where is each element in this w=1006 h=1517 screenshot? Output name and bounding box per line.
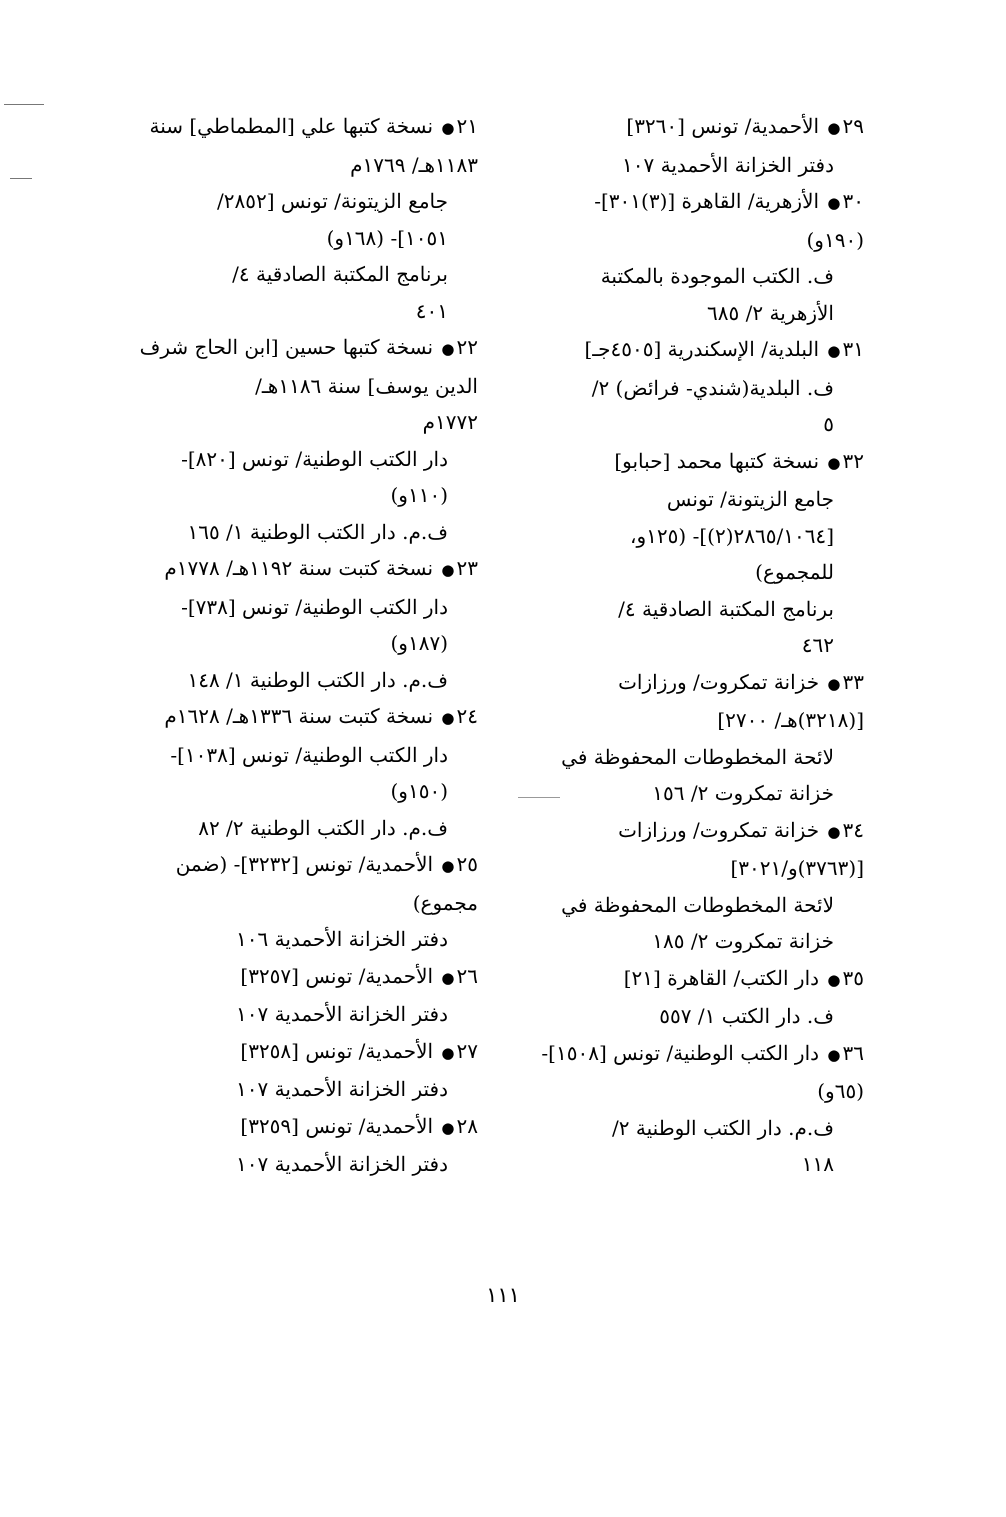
entry-reference: دفتر الخزانة الأحمدية ١٠٧: [236, 1002, 448, 1026]
entry-text: الأحمدية/ تونس [٣٢٥٩]: [240, 1113, 434, 1138]
entry-reference: دفتر الخزانة الأحمدية ١٠٦: [236, 927, 448, 951]
entry-reference: ٥: [823, 412, 834, 436]
entry-text: (١٩٠و): [806, 227, 864, 252]
entry-number: ٣١: [842, 337, 864, 361]
entry-reference: (١٨٧و): [390, 631, 448, 655]
manuscript-entry: [133, 329, 478, 550]
entry-text: دار الكتب الوطنية/ تونس [١٥٠٨]-: [541, 1040, 820, 1065]
entry-number: ٢٧: [456, 1038, 478, 1063]
entry-heading: [133, 329, 478, 368]
entry-text: نسخة كتبت سنة ١١٩٢هـ/ ١٧٧٨م: [164, 556, 434, 580]
entry-text: نسخة كتبها محمد [حبابو]: [614, 448, 820, 473]
entry-reference: ف. الكتب الموجودة بالمكتبة: [600, 264, 834, 288]
bullet-icon: ●: [441, 1118, 455, 1137]
entry-heading-continuation: [524, 850, 864, 887]
entry-text: خزانة تمكروت/ ورزازات: [618, 669, 820, 694]
entry-reference: (١١٠و): [390, 483, 448, 507]
entry-text: الأحمدية/ تونس [٣٢٥٧]: [240, 963, 434, 988]
bullet-icon: ●: [441, 340, 455, 358]
entry-text: الدين يوسف] سنة ١١٨٦هـ/: [255, 373, 478, 398]
entry-text: نسخة كتبها حسين [ابن الحاج شرف: [139, 335, 434, 359]
manuscript-entry: [524, 108, 864, 183]
entry-text: نسخة كتبها علي [المطماطي] سنة: [149, 114, 434, 138]
entry-reference: للمجموع): [755, 560, 834, 584]
entry-text: [(٣٧٦٣)و/٣٠٢١]: [730, 856, 864, 880]
manuscript-entry: [524, 1035, 864, 1183]
entry-heading: [524, 812, 864, 851]
manuscript-entry: [133, 1033, 478, 1108]
entry-heading: [133, 550, 478, 589]
entry-reference: خزانة تمكروت ٢/ ١٨٥: [652, 929, 834, 953]
entry-reference: دفتر الخزانة الأحمدية ١٠٧: [622, 152, 834, 177]
manuscript-entry: [524, 443, 864, 664]
entry-number: ٢٢: [456, 335, 478, 359]
bullet-icon: ●: [441, 968, 455, 987]
entry-text: الأحمدية/ تونس [٣٢٣٢]- (ضمن: [175, 852, 434, 876]
bullet-icon: ●: [827, 119, 841, 137]
entry-text: [(٣٢١٨)هـ/ ٢٧٠٠]: [717, 708, 864, 732]
entry-text: خزانة تمكروت/ ورزازات: [618, 817, 820, 842]
entry-heading: [524, 331, 864, 370]
entry-number: ٢١: [456, 114, 478, 138]
manuscript-entry: [133, 846, 478, 958]
entry-reference: ف.م. دار الكتب الوطنية ١/ ١٦٥: [187, 519, 448, 544]
entry-text: الأحمدية/ تونس [٣٢٦٠]: [626, 114, 820, 138]
entry-reference: ف.م. دار الكتب الوطنية ١/ ١٤٨: [187, 667, 448, 692]
page-number: ١١١: [486, 1283, 520, 1307]
entry-number: ٣٥: [842, 965, 864, 990]
entry-number: ٣٢: [842, 448, 864, 473]
entry-text: الأحمدية/ تونس [٣٢٥٨]: [240, 1038, 434, 1063]
manuscript-entry: [133, 1108, 478, 1183]
manuscript-entry: [524, 960, 864, 1035]
bullet-icon: ●: [827, 453, 841, 472]
entry-text: نسخة كتبت سنة ١٣٣٦هـ/ ١٦٢٨م: [164, 704, 434, 728]
entry-heading: [524, 960, 864, 999]
entry-text: البلدية/ الإسكندرية [٤٥٠٥جـ]: [584, 337, 820, 361]
entry-heading-continuation: [133, 404, 478, 441]
bullet-icon: ●: [827, 970, 841, 989]
entry-heading: [133, 1033, 478, 1072]
entry-reference: خزانة تمكروت ٢/ ١٥٦: [652, 781, 834, 805]
entry-reference: دفتر الخزانة الأحمدية ١٠٧: [236, 1152, 448, 1176]
entry-reference: جامع الزيتونة/ تونس [٢٨٥٢/: [216, 189, 448, 213]
entry-reference: دار الكتب الوطنية/ تونس [٨٢٠]-: [181, 446, 448, 471]
entry-heading-continuation: [524, 222, 864, 259]
entry-text: الأزهرية/ القاهرة [(٣)٣٠١]-: [594, 189, 820, 213]
entry-heading-continuation: [133, 368, 478, 405]
entry-reference: ف.م. دار الكتب الوطنية ٢/ ٨٢: [198, 815, 448, 840]
entry-heading: [133, 846, 478, 885]
entry-number: ٣٦: [842, 1040, 864, 1065]
bullet-icon: ●: [441, 857, 455, 875]
entry-heading: [524, 108, 864, 147]
entry-reference: برنامج المكتبة الصادقية ٤/: [232, 262, 448, 286]
bullet-icon: ●: [441, 561, 455, 579]
entry-reference: لائحة المخطوطات المحفوظة في: [561, 892, 834, 917]
bullet-icon: ●: [827, 194, 841, 212]
entry-number: ٢٣: [456, 556, 478, 580]
bullet-icon: ●: [441, 709, 455, 727]
manuscript-entry: [524, 331, 864, 443]
entry-reference: دفتر الخزانة الأحمدية ١٠٧: [236, 1077, 448, 1101]
entry-text: ١٧٧٢م: [422, 410, 478, 434]
entry-reference: ١١٨: [801, 1152, 834, 1176]
entry-heading-continuation: [524, 702, 864, 739]
entry-reference: ف. البلدية(شندي- فرائض) ٢/: [591, 375, 834, 400]
manuscript-entry: [133, 958, 478, 1033]
entry-heading: [133, 958, 478, 997]
entry-heading-continuation: [133, 885, 478, 922]
bullet-icon: ●: [441, 119, 455, 137]
entry-number: ٢٦: [456, 963, 478, 988]
manuscript-entry: [524, 812, 864, 960]
entry-number: ٣٣: [842, 669, 864, 694]
column-left: [524, 108, 864, 1183]
manuscript-entry: [133, 550, 478, 698]
entry-reference: ف. دار الكتب ١/ ٥٥٧: [659, 1004, 834, 1028]
entry-heading-continuation: [133, 147, 478, 184]
entry-reference: دار الكتب الوطنية/ تونس [١٠٣٨]-: [170, 742, 448, 767]
entry-reference: برنامج المكتبة الصادقية ٤/: [618, 596, 834, 621]
entry-reference: ٤٠١: [415, 298, 448, 323]
bullet-icon: ●: [827, 1045, 841, 1064]
entry-number: ٣٠: [842, 189, 864, 213]
bullet-icon: ●: [827, 342, 841, 360]
entry-reference: ٤٦٢: [801, 633, 834, 657]
manuscript-entry: [524, 183, 864, 331]
entry-reference: ١٠٥١]- (١٦٨و): [326, 225, 448, 250]
entry-reference: ف.م. دار الكتب الوطنية ٢/: [612, 1115, 834, 1140]
manuscript-entry: [524, 664, 864, 812]
entry-heading-continuation: [524, 1073, 864, 1110]
entry-reference: دار الكتب الوطنية/ تونس [٧٣٨]-: [181, 594, 448, 619]
entry-heading: [133, 1108, 478, 1147]
manuscript-entry: [133, 108, 478, 329]
bullet-icon: ●: [827, 674, 841, 693]
entry-heading: [524, 664, 864, 703]
manuscript-entry: [133, 698, 478, 846]
entry-reference: [٢٨٦٥/١٠٦٤(٢)]- (١٢٥و،: [630, 523, 834, 548]
entry-text: ١١٨٣هـ/ ١٧٦٩م: [350, 152, 478, 177]
scan-mark: [4, 104, 44, 105]
entry-heading: [133, 108, 478, 147]
scan-mark: [518, 797, 560, 798]
entry-heading: [524, 1035, 864, 1074]
entry-text: مجموع): [412, 890, 478, 915]
column-right: [133, 108, 478, 1183]
entry-reference: لائحة المخطوطات المحفوظة في: [561, 744, 834, 769]
entry-number: ٢٤: [456, 704, 478, 728]
entry-reference: الأزهرية ٢/ ٦٨٥: [707, 300, 834, 325]
entry-number: ٢٩: [842, 114, 864, 138]
entry-heading: [524, 443, 864, 482]
entry-text: (٦٥و): [817, 1079, 864, 1103]
entry-number: ٢٥: [456, 852, 478, 876]
scan-mark: [10, 178, 32, 179]
entry-number: ٢٨: [456, 1113, 478, 1138]
bullet-icon: ●: [441, 1043, 455, 1062]
entry-number: ٣٤: [842, 817, 864, 842]
entry-reference: (١٥٠و): [390, 779, 448, 803]
entry-text: دار الكتب/ القاهرة [٢١]: [623, 965, 820, 990]
bullet-icon: ●: [827, 822, 841, 841]
entry-reference: جامع الزيتونة/ تونس: [666, 487, 834, 511]
entry-heading: [133, 698, 478, 737]
entry-heading: [524, 183, 864, 222]
